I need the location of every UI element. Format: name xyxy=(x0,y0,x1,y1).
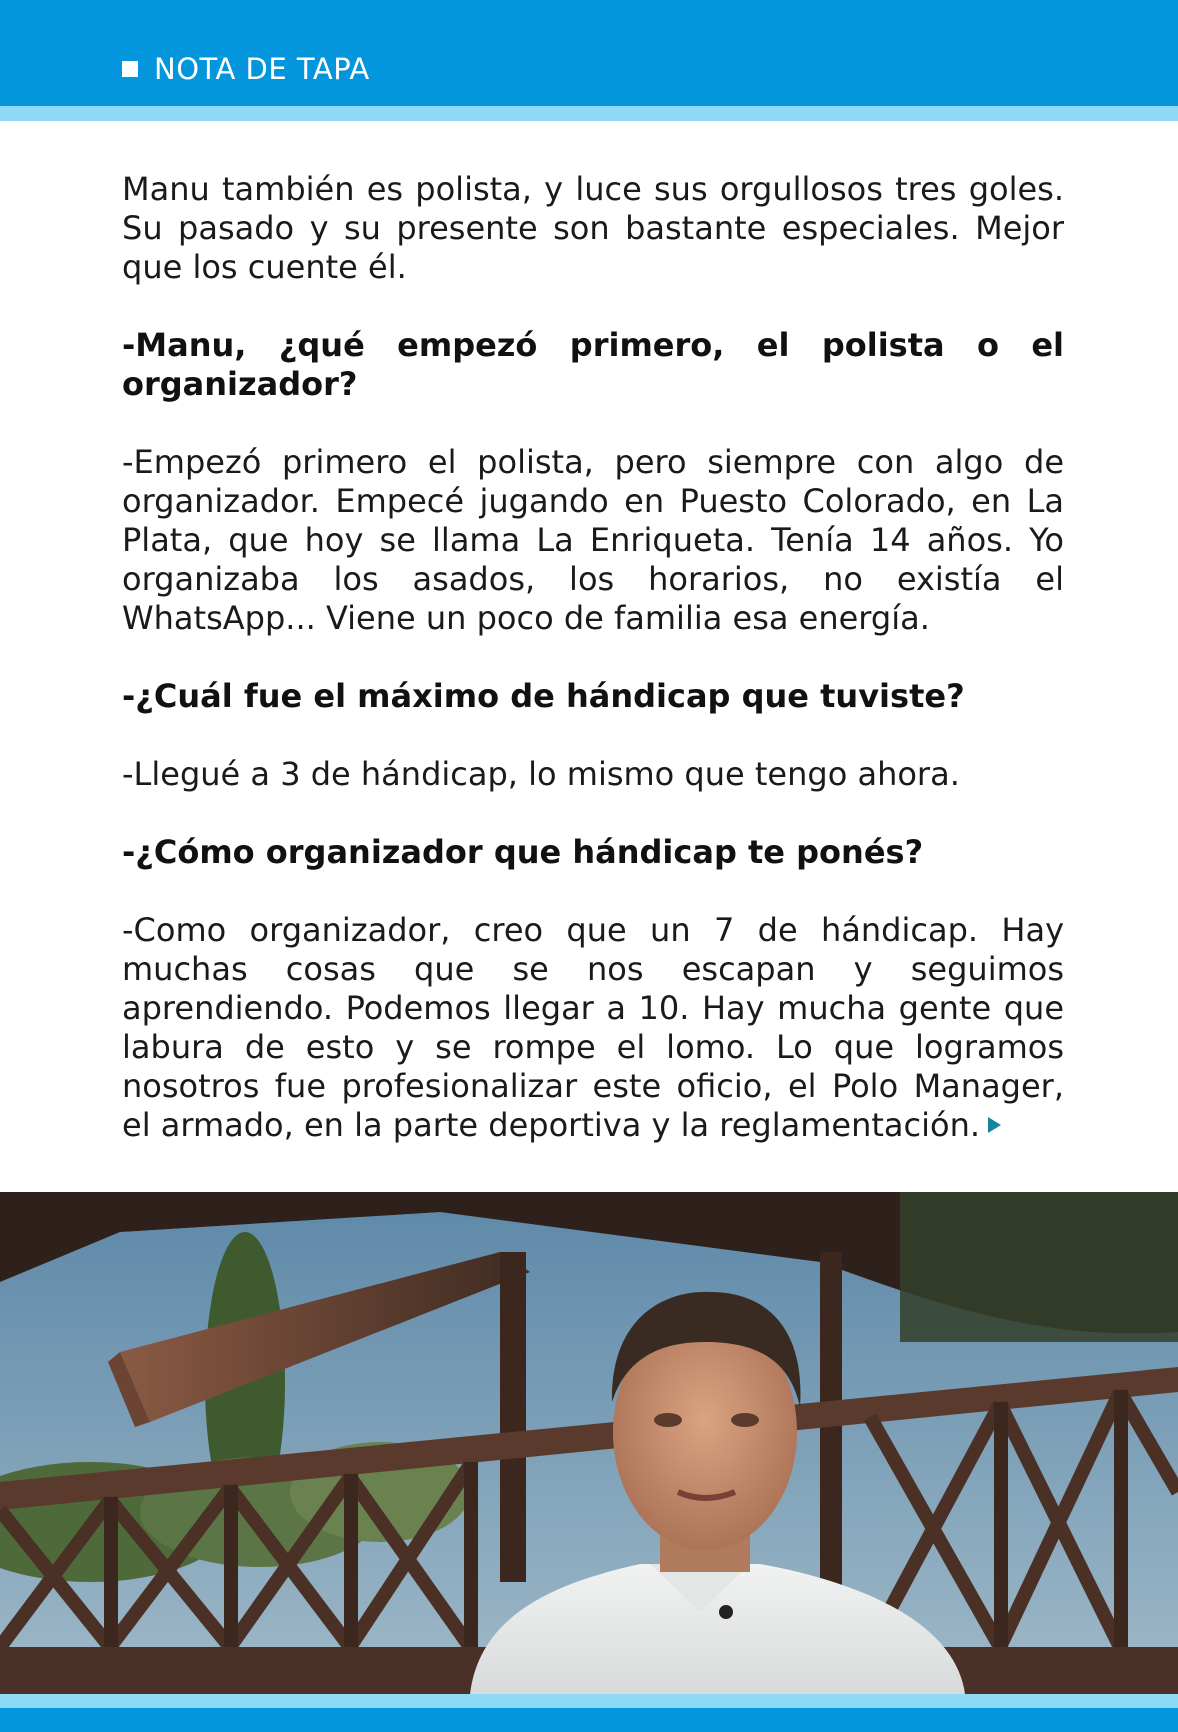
answer-text: -Llegué a 3 de hándicap, lo mismo que tengo ahora. xyxy=(122,755,960,793)
question-text: -¿Cómo organizador que hándicap te ponés? xyxy=(122,833,924,871)
question-text: -Manu, ¿qué empezó primero, el polista o el organizador? xyxy=(122,326,1064,403)
footer-bar xyxy=(0,1708,1178,1732)
footer-stripe xyxy=(0,1694,1178,1708)
question-paragraph xyxy=(122,677,1064,716)
answer-text: -Como organizador, creo que un 7 de hándicap. Hay muchas cosas que se nos escapan y seguimos aprendiendo. Podemos llegar a 10. Hay mucha gente que labura de esto y se rompe el lomo. Lo que logramos nosotros fue profesionalizar este oficio, el Polo Manager, el armado, en la parte deportiva y la reglamentación. xyxy=(122,911,1064,1144)
question-paragraph xyxy=(122,326,1064,404)
square-bullet-icon xyxy=(122,61,138,77)
question-text: -¿Cuál fue el máximo de hándicap que tuviste? xyxy=(122,677,965,715)
triangle-right-icon xyxy=(988,1117,1001,1133)
interview-photo-illustration xyxy=(0,1192,1178,1694)
answer-paragraph xyxy=(122,443,1064,638)
question-paragraph xyxy=(122,833,1064,872)
interview-photo xyxy=(0,1192,1178,1694)
section-label: NOTA DE TAPA xyxy=(154,52,370,86)
answer-paragraph xyxy=(122,755,1064,794)
intro-paragraph-text: Manu también es polista, y luce sus orgullosos tres goles. Su pasado y su presente son bastante especiales. Mejor que los cuente él. xyxy=(122,170,1064,286)
answer-paragraph xyxy=(122,911,1064,1145)
answer-text: -Empezó primero el polista, pero siempre con algo de organizador. Empecé jugando en Puesto Colorado, en La Plata, que hoy se llama La Enriqueta. Tenía 14 años. Yo organizaba los asados, los horarios, no existía el WhatsApp... Viene un poco de familia esa energía. xyxy=(122,443,1064,637)
intro-paragraph xyxy=(122,170,1064,287)
header-stripe xyxy=(0,106,1178,121)
article-body xyxy=(122,170,1064,1145)
